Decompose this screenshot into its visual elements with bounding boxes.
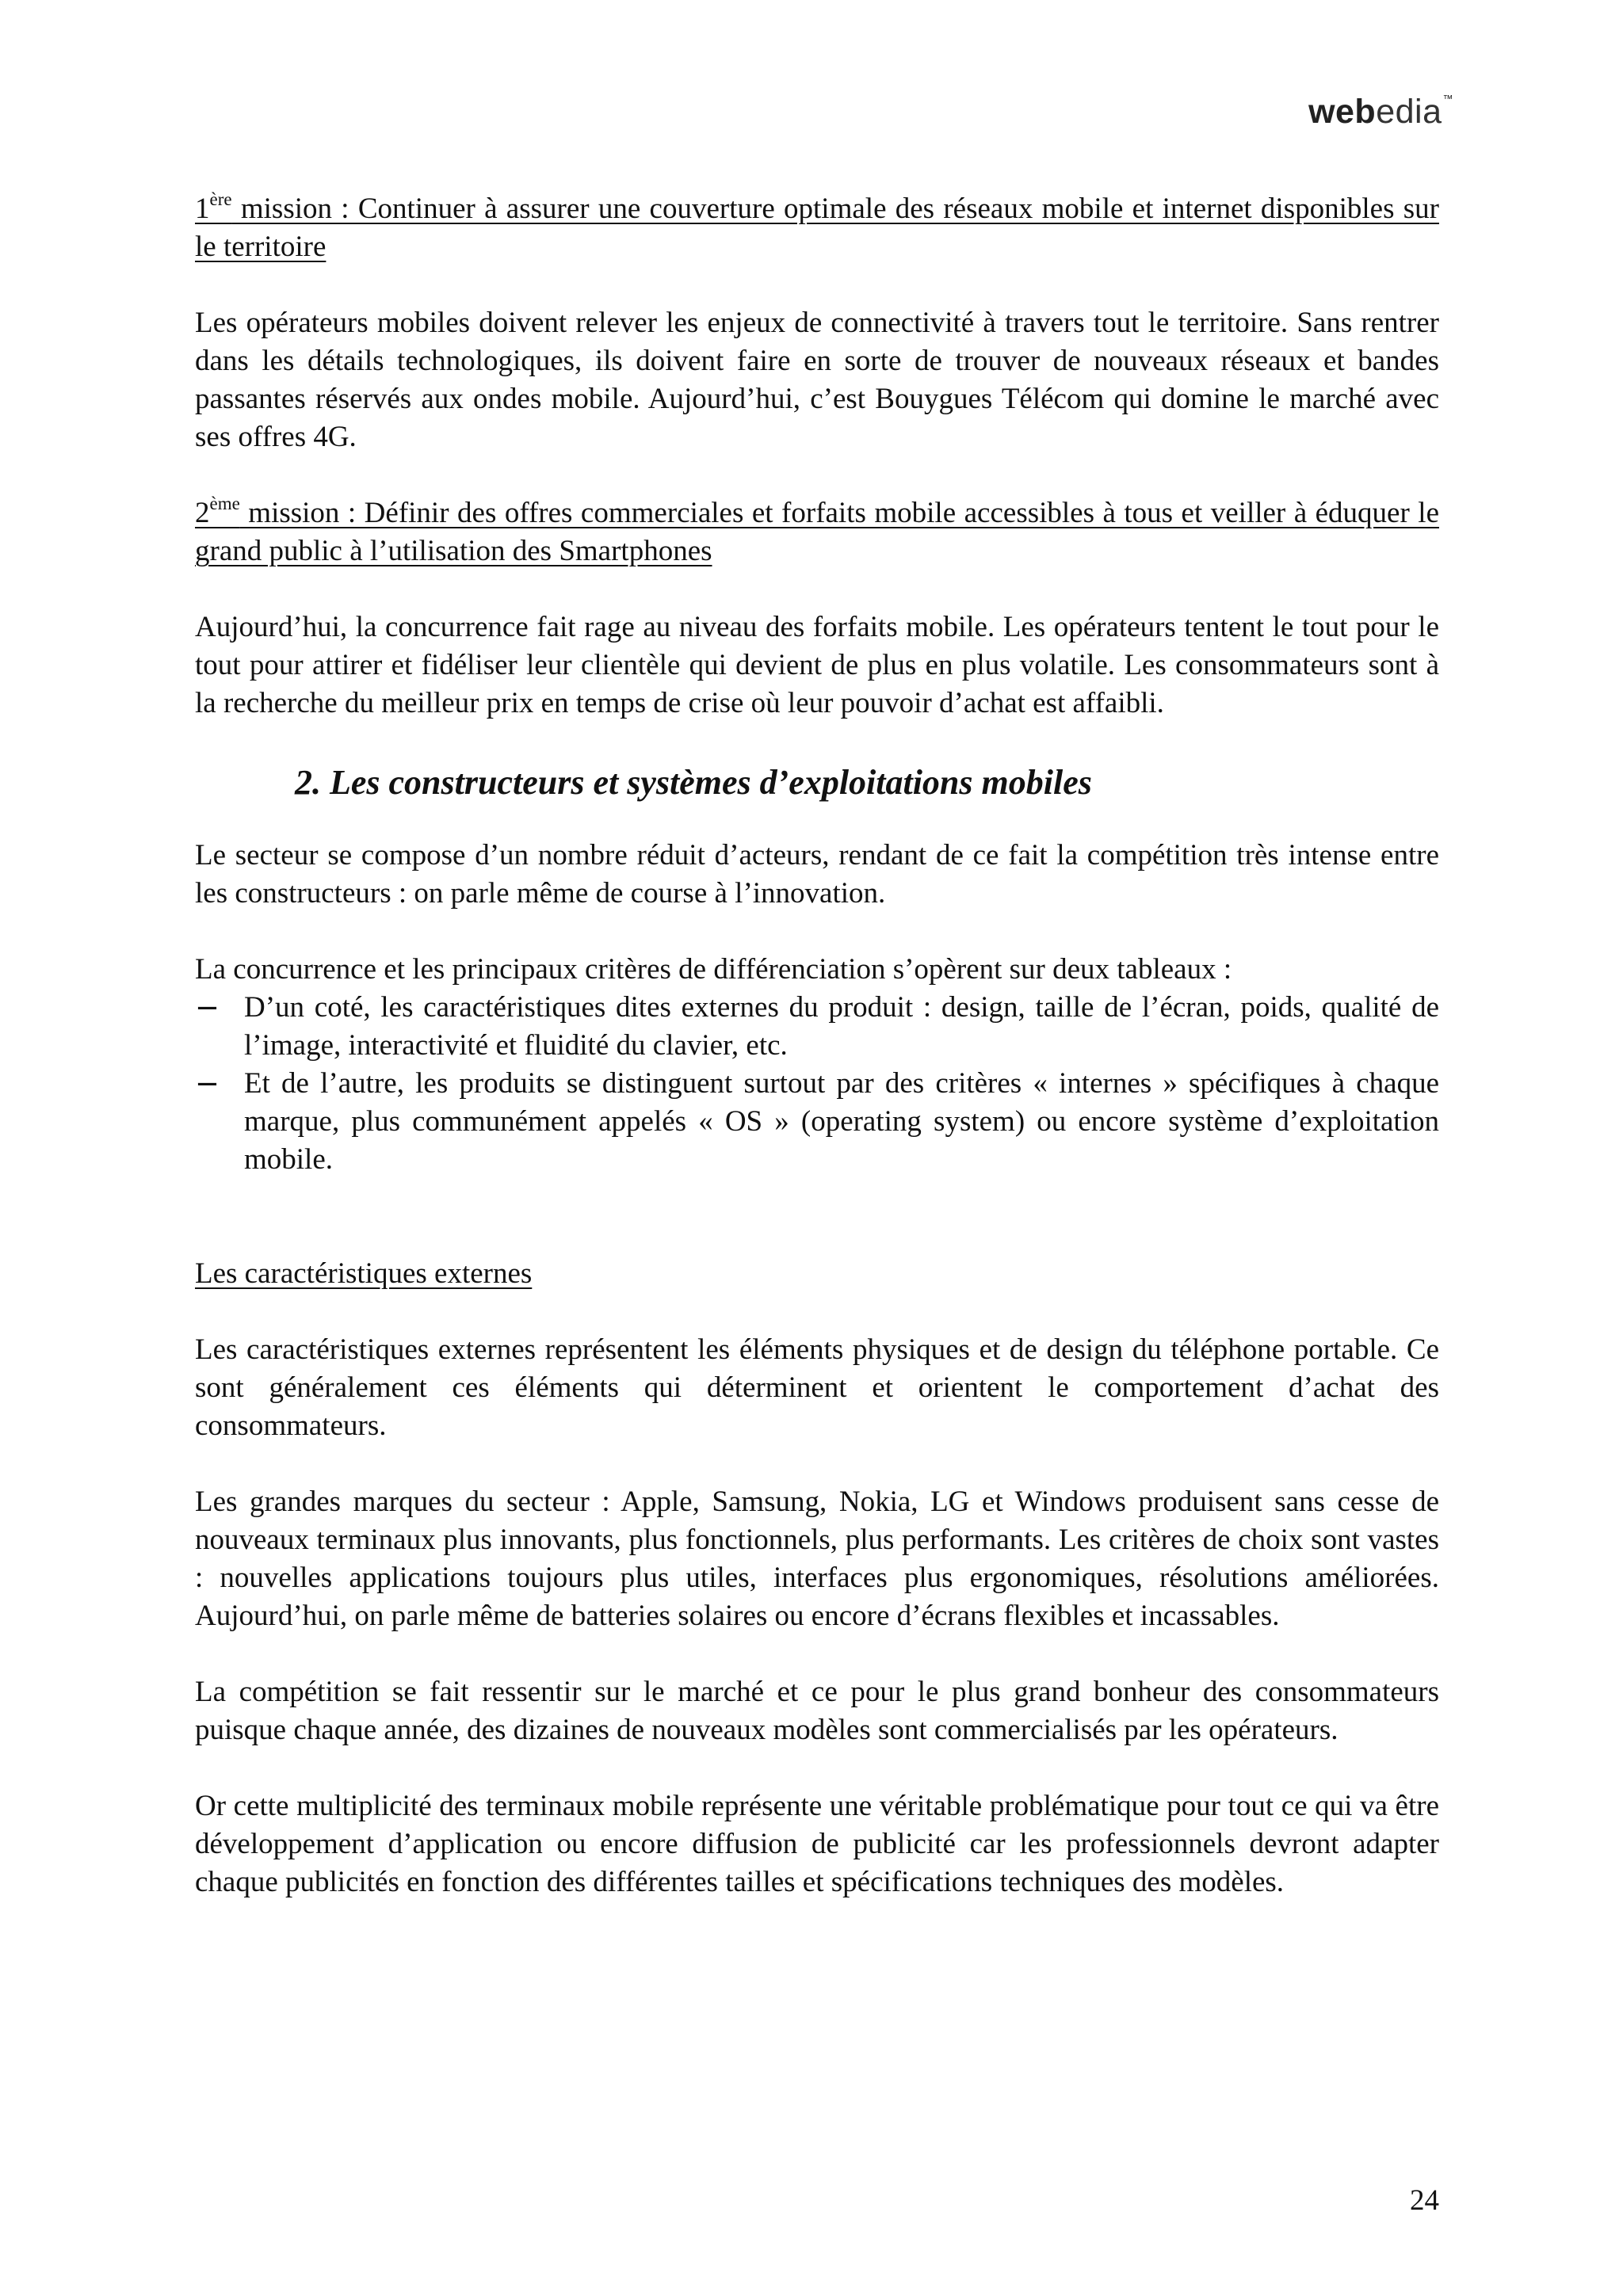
differentiation-list [195, 989, 1439, 1179]
mission-1-superscript: ère [209, 189, 232, 209]
paragraph-forfaits-competition: Aujourd’hui, la concurrence fait rage au niveau des forfaits mobile. Les opérateurs tentent le tout pour le tout pour attirer et fidéliser leur clientèle qui devient de plus en plus volatile. Les consommateurs sont à la recherche du meilleur prix en temps de crise où leur pouvoir d’achat est affaibli. [195, 611, 1439, 719]
list-item [195, 1065, 1439, 1179]
section-2-title: 2. Les constructeurs et systèmes d’exploitations mobiles [295, 763, 1092, 802]
paragraph-major-brands: Les grandes marques du secteur : Apple, Samsung, Nokia, LG et Windows produisent sans cesse de nouveaux terminaux plus innovants, plus fonctionnels, plus performants. Les critères de choix sont vastes : nouvelles applications toujours plus utiles, interfaces plus ergonomiques, résolutions améliorées. Aujourd’hui, on parle même de batteries solaires ou encore d’écrans flexibles et incassables. [195, 1486, 1439, 1632]
webedia-logo [1308, 93, 1453, 129]
mission-1-number: 1 [195, 193, 210, 225]
page-content [195, 190, 1439, 1901]
paragraph-operators-connectivity: Les opérateurs mobiles doivent relever les enjeux de connectivité à travers tout le territoire. Sans rentrer dans les détails technologiques, ils doivent faire en sorte de trouver de nouveaux réseaux et bandes passantes réservés aux ondes mobile. Aujourd’hui, c’est Bouygues Télécom qui domine le marché avec ses offres 4G. [195, 307, 1439, 453]
mission-2-number: 2 [195, 497, 210, 529]
paragraph-terminal-multiplicity: Or cette multiplicité des terminaux mobile représente une véritable problématique pour tout ce qui va être développement d’application ou encore diffusion de publicité car les professionnels devront adapter chaque publicités en fonction des différentes tailles et spécifications techniques des modèles. [195, 1790, 1439, 1898]
mission-2-heading [195, 494, 1439, 570]
mission-2-title: mission : Définir des offres commerciales et forfaits mobile accessibles à tous et veiller à éduquer le grand public à l’utilisation des Smartphones [195, 497, 1439, 567]
logo-text-light: edia [1376, 93, 1442, 131]
dash-bullet-icon: − [195, 1066, 220, 1100]
paragraph-market-competition: La compétition se fait ressentir sur le marché et ce pour le plus grand bonheur des consommateurs puisque chaque année, des dizaines de nouveaux modèles sont commercialisés par les opérateurs. [195, 1676, 1439, 1746]
mission-1-title: mission : Continuer à assurer une couverture optimale des réseaux mobile et internet disponibles sur le territoire [195, 193, 1439, 263]
list-item-text: Et de l’autre, les produits se distinguent surtout par des critères « internes » spécifiques à chaque marque, plus communément appelés « OS » (operating system) ou encore système d’exploitation mobile. [244, 1067, 1439, 1176]
mission-2-superscript: ème [209, 494, 240, 513]
list-item [195, 989, 1439, 1065]
paragraph-external-characteristics: Les caractéristiques externes représentent les éléments physiques et de design du téléphone portable. Ce sont généralement ces éléments qui déterminent et orientent le comportement d’achat des consommateurs. [195, 1333, 1439, 1442]
paragraph-sector-composition: Le secteur se compose d’un nombre réduit d’acteurs, rendant de ce fait la compétition très intense entre les constructeurs : on parle même de course à l’innovation. [195, 839, 1439, 910]
dash-bullet-icon: − [195, 990, 220, 1024]
list-item-text: D’un coté, les caractéristiques dites externes du produit : design, taille de l’écran, poids, qualité de l’image, interactivité et fluidité du clavier, etc. [244, 991, 1439, 1062]
paragraph-differentiation-intro: La concurrence et les principaux critères de différenciation s’opèrent sur deux tableaux : [195, 953, 1232, 986]
subheading-external-characteristics: Les caractéristiques externes [195, 1257, 533, 1290]
logo-trademark: ™ [1442, 93, 1453, 105]
logo-text-bold: web [1308, 93, 1377, 131]
mission-1-heading [195, 190, 1439, 266]
page-number: 24 [1410, 2184, 1439, 2217]
